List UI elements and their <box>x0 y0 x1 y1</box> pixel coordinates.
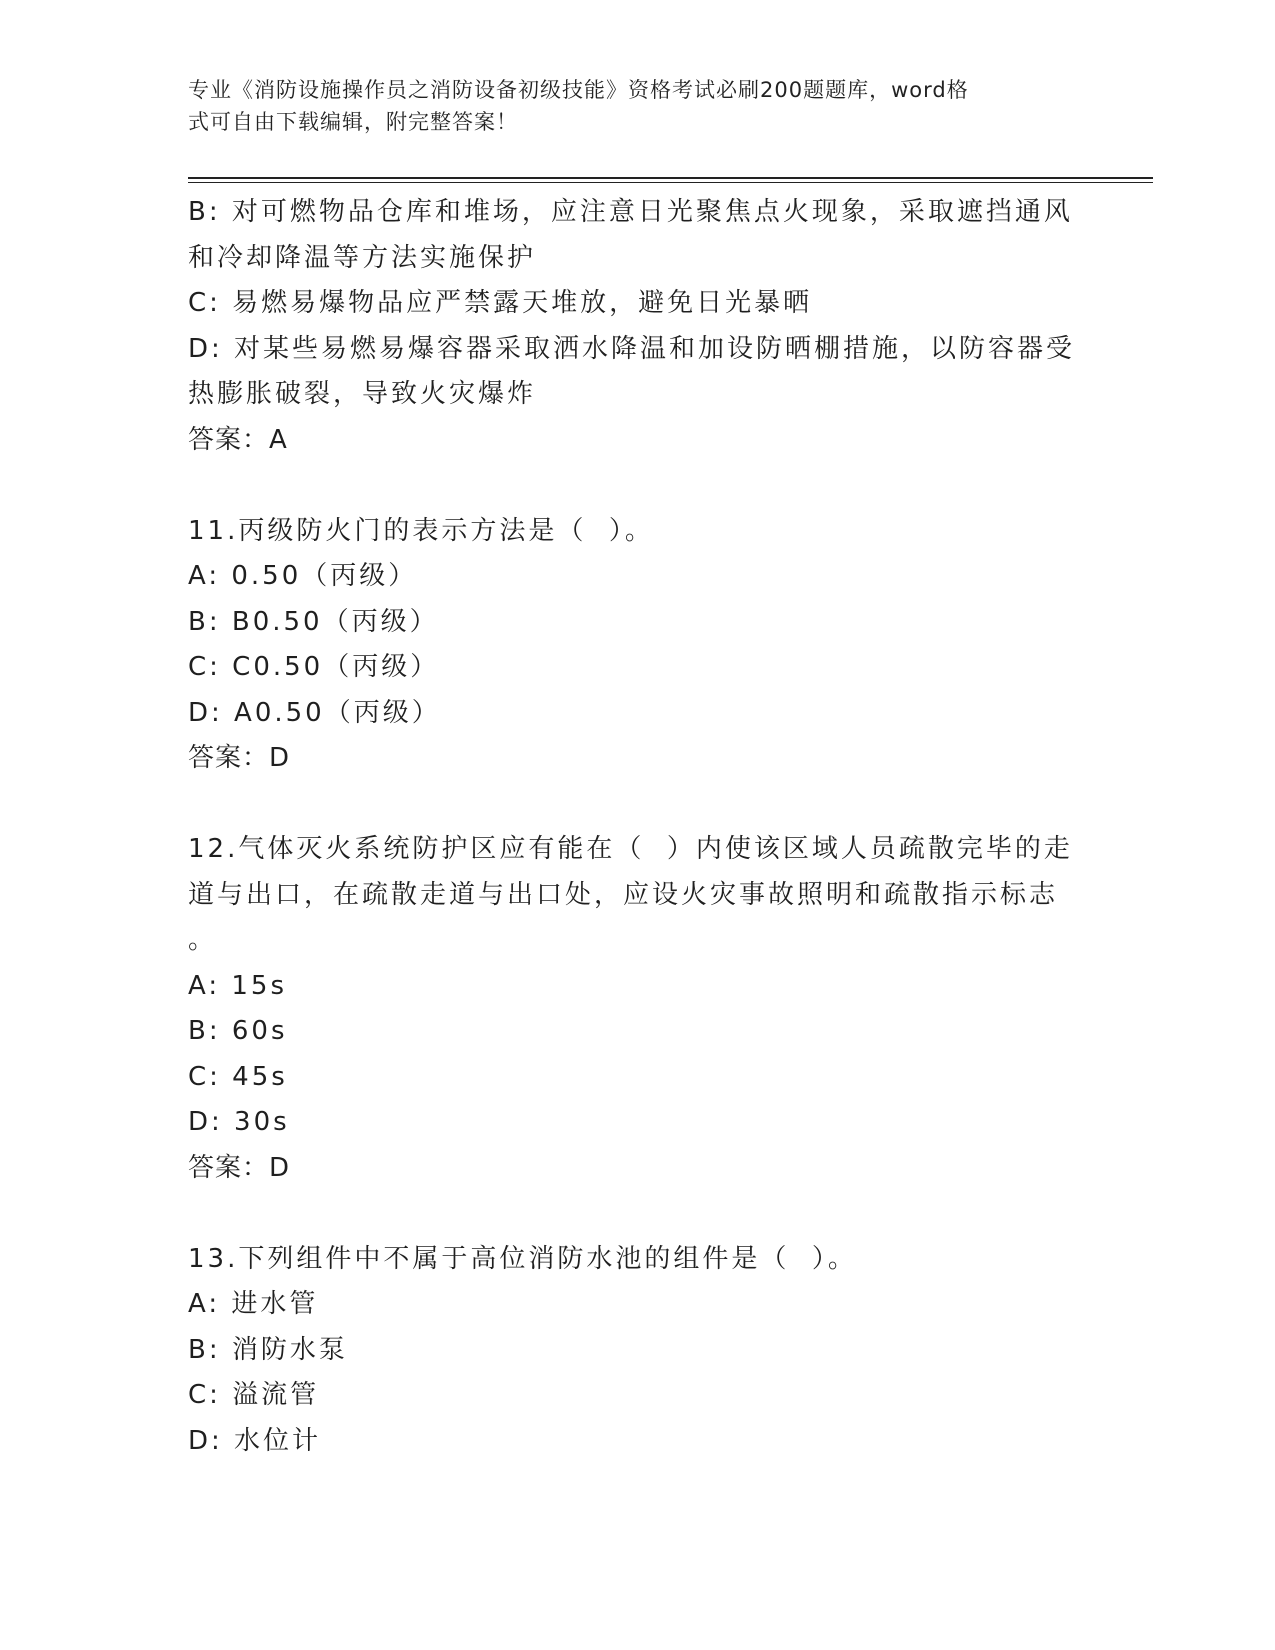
document-header <box>188 74 1068 138</box>
q11-option-a: A: 0.50（丙级） <box>188 561 418 591</box>
q10-option-d-line-2: 热膨胀破裂，导致火灾爆炸 <box>188 379 537 409</box>
q12-option-a: A: 15s <box>188 970 287 1001</box>
q12-stem-line-3: 。 <box>188 925 218 955</box>
q13-option-d: D: 水位计 <box>188 1425 322 1456</box>
q11-option-b: B: B0.50（丙级） <box>188 606 439 637</box>
q11-option-c: C: C0.50（丙级） <box>188 652 440 682</box>
q11-answer: 答案：D <box>188 743 291 773</box>
q12-option-b: B: 60s <box>188 1016 288 1046</box>
q10-option-c: C: 易燃易爆物品应严禁露天堆放，避免日光暴晒 <box>188 288 813 318</box>
header-line-2: 式可自由下载编辑，附完整答案！ <box>188 110 518 134</box>
q12-stem-line-1: 12.气体灭火系统防护区应有能在（ ）内使该区域人员疏散完毕的走 <box>188 834 1073 864</box>
q12-stem-line-2: 道与出口，在疏散走道与出口处，应设火灾事故照明和疏散指示标志 <box>188 879 1059 910</box>
header-divider-thin <box>188 182 1153 183</box>
question-13-block <box>188 1237 1088 1465</box>
q13-stem: 13.下列组件中不属于高位消防水池的组件是（ ）。 <box>188 1243 857 1274</box>
question-11-block <box>188 509 1088 782</box>
spacer <box>188 782 1088 828</box>
q11-option-d: D: A0.50（丙级） <box>188 697 441 728</box>
question-list <box>188 190 1088 1464</box>
question-12-block <box>188 827 1088 1191</box>
q13-option-a: A: 进水管 <box>188 1289 319 1319</box>
q13-option-b: B: 消防水泵 <box>188 1334 348 1365</box>
q10-option-d-line-1: D: 对某些易燃易爆容器采取洒水降温和加设防晒棚措施，以防容器受 <box>188 333 1076 364</box>
q11-stem: 11.丙级防火门的表示方法是（ ）。 <box>188 515 654 546</box>
header-divider-thick <box>188 177 1153 179</box>
q13-option-c: C: 溢流管 <box>188 1380 320 1410</box>
q12-answer: 答案：D <box>188 1152 291 1183</box>
q10-option-b-line-1: B: 对可燃物品仓库和堆场，应注意日光聚焦点火现象，采取遮挡通风 <box>188 197 1073 227</box>
q12-option-c: C: 45s <box>188 1061 288 1092</box>
spacer <box>188 463 1088 509</box>
question-10-block <box>188 190 1088 463</box>
header-line-1: 专业《消防设施操作员之消防设备初级技能》资格考试必刷200题题库，word格 <box>188 78 969 102</box>
q10-option-b-line-2: 和冷却降温等方法实施保护 <box>188 242 537 273</box>
spacer <box>188 1191 1088 1237</box>
q10-answer: 答案：A <box>188 424 288 455</box>
q12-option-d: D: 30s <box>188 1107 290 1137</box>
